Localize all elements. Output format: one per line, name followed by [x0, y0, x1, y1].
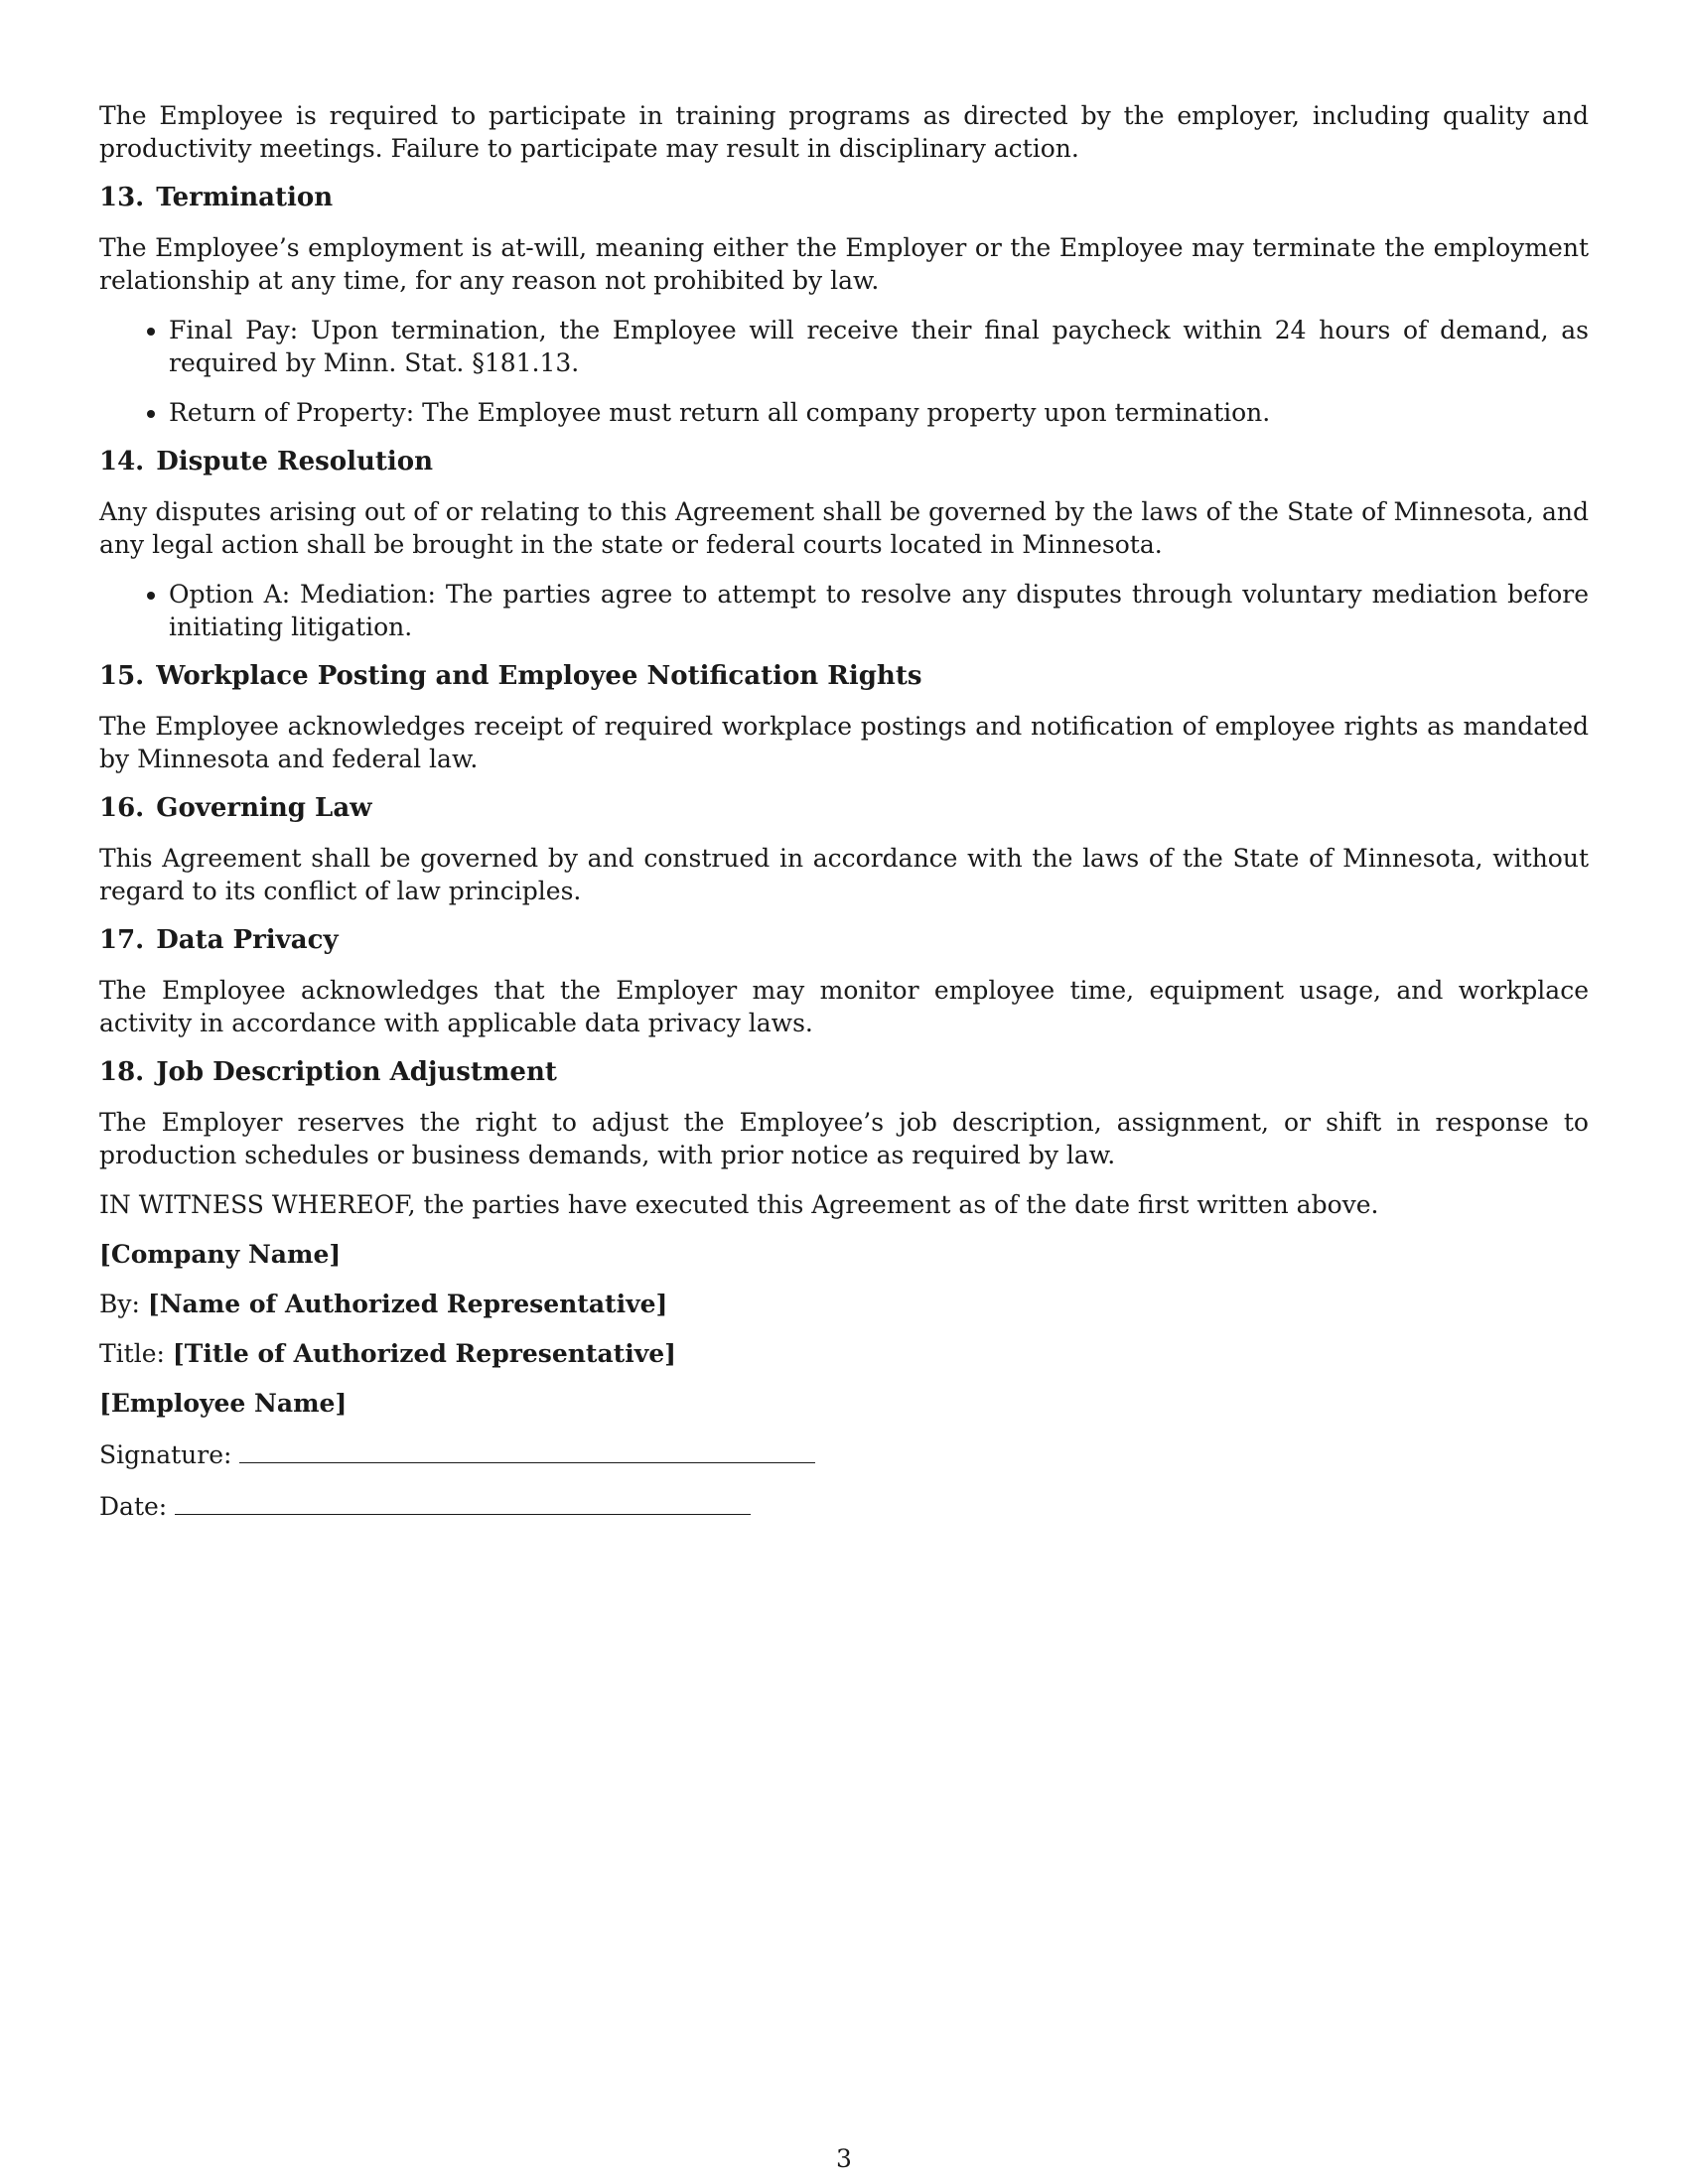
- section-title: Job Description Adjustment: [156, 1057, 557, 1087]
- section-title: Data Privacy: [156, 925, 339, 955]
- representative-name: [Name of Authorized Representative]: [147, 1290, 668, 1318]
- date-label: Date:: [99, 1492, 168, 1521]
- section-17-body: The Employee acknowledges that the Employer may monitor employee time, equipment usage, and workplace activity in accordance with applicable data privacy laws.: [99, 976, 1589, 1037]
- section-number: 13.: [99, 183, 145, 212]
- section-17-heading: [99, 924, 1589, 957]
- company-name: [Company Name]: [99, 1240, 342, 1269]
- section-title: Termination: [156, 183, 334, 212]
- by-label: By:: [99, 1290, 140, 1318]
- list-item: • Option A: Mediation: The parties agree to attempt to resolve any disputes through voluntary mediation before initiating litigation.: [169, 578, 1589, 643]
- section-16-heading: [99, 792, 1589, 825]
- section-14-heading: [99, 446, 1589, 478]
- section-14-list: [99, 578, 1589, 643]
- section-title: Governing Law: [156, 793, 372, 823]
- section-18-heading: [99, 1056, 1589, 1089]
- representative-title: [Title of Authorized Representative]: [172, 1339, 676, 1368]
- list-item: • Return of Property: The Employee must return all company property upon termination.: [169, 396, 1589, 429]
- section-number: 16.: [99, 793, 145, 823]
- section-title: Dispute Resolution: [156, 447, 434, 477]
- section-13-heading: [99, 182, 1589, 214]
- employee-name: [Employee Name]: [99, 1389, 348, 1418]
- intro-paragraph: The Employee is required to participate in training programs as directed by the employer, including quality and productivity meetings. Failure to participate may result in disciplinary action.: [99, 101, 1589, 163]
- signature-label: Signature:: [99, 1440, 232, 1469]
- section-number: 15.: [99, 661, 145, 691]
- document-page: [99, 99, 1589, 1540]
- witness-statement: IN WITNESS WHEREOF, the parties have executed this Agreement as of the date first written above.: [99, 1190, 1379, 1219]
- section-13-body: The Employee’s employment is at-will, meaning either the Employer or the Employee may terminate the employment relationship at any time, for any reason not prohibited by law.: [99, 233, 1589, 295]
- title-line: [99, 1337, 1589, 1370]
- section-title: Workplace Posting and Employee Notification Rights: [156, 661, 922, 691]
- section-14-body: Any disputes arising out of or relating to this Agreement shall be governed by the laws of the State of Minnesota, and any legal action shall be brought in the state or federal courts located in Minnesota.: [99, 497, 1589, 559]
- title-label: Title:: [99, 1339, 165, 1368]
- section-18-body: The Employer reserves the right to adjust the Employee’s job description, assignment, or shift in response to production schedules or business demands, with prior notice as required by law.: [99, 1108, 1589, 1169]
- section-number: 18.: [99, 1057, 145, 1087]
- signature-line: [99, 1436, 1589, 1471]
- page-number: 3: [836, 2144, 852, 2173]
- section-number: 14.: [99, 447, 145, 477]
- section-number: 17.: [99, 925, 145, 955]
- date-field[interactable]: [175, 1488, 751, 1515]
- section-15-heading: [99, 660, 1589, 693]
- signature-field[interactable]: [239, 1436, 815, 1463]
- section-16-body: This Agreement shall be governed by and construed in accordance with the laws of the State of Minnesota, without regard to its conflict of law principles.: [99, 844, 1589, 905]
- section-15-body: The Employee acknowledges receipt of required workplace postings and notification of employee rights as mandated by Minnesota and federal law.: [99, 712, 1589, 773]
- list-item: • Final Pay: Upon termination, the Employee will receive their final paycheck within 24 hours of demand, as required by Minn. Stat. §181.13.: [169, 314, 1589, 379]
- by-line: [99, 1288, 1589, 1320]
- section-13-list: [99, 314, 1589, 429]
- date-line: [99, 1488, 1589, 1523]
